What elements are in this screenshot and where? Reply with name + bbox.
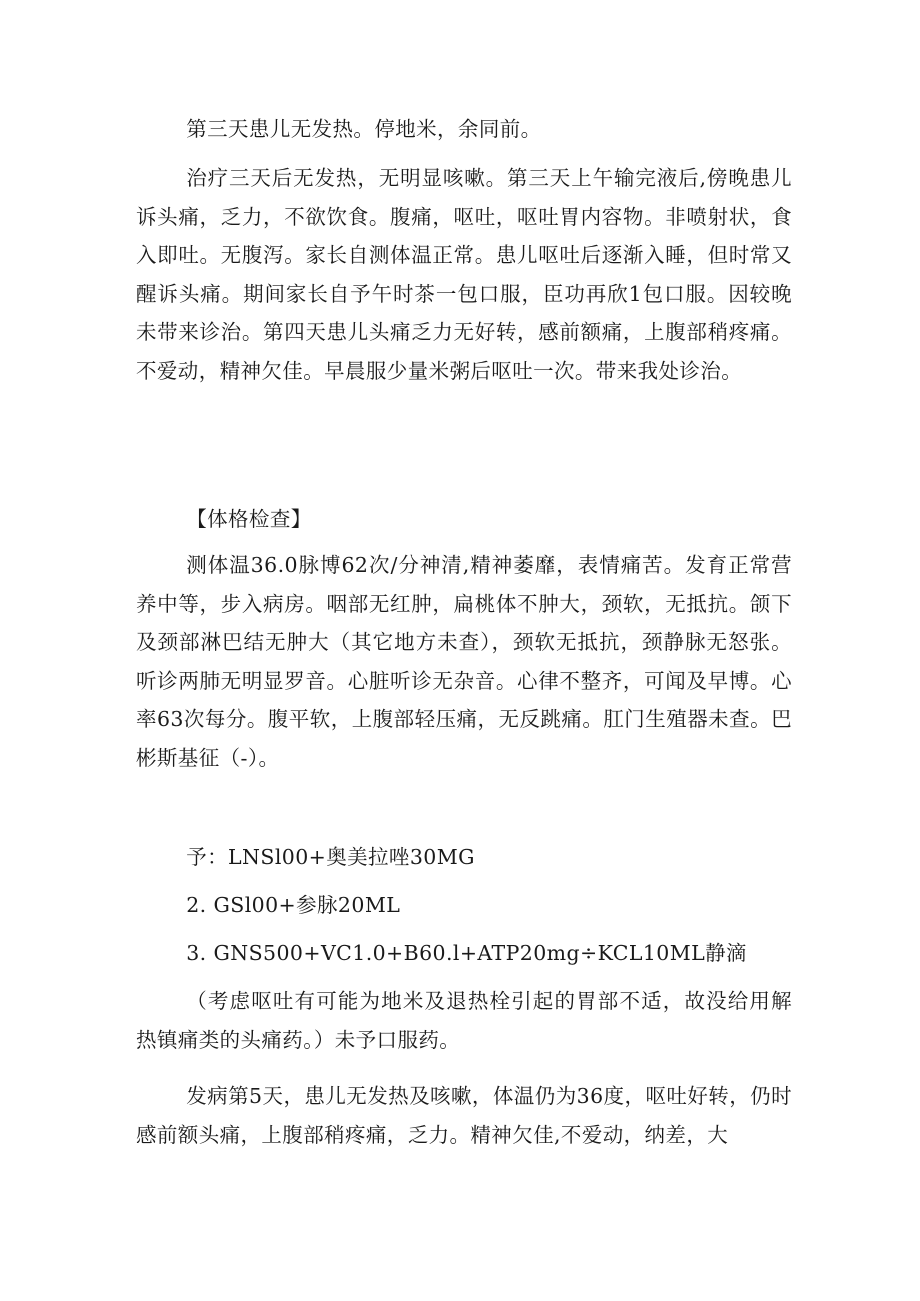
- paragraph-day3-no-fever: 第三天患儿无发热。停地米，余同前。: [186, 117, 542, 141]
- section-heading-physical-exam: 【体格检查】: [186, 507, 312, 531]
- paragraph-treatment-course: 治疗三天后无发热，无明显咳嗽。第三天上午输完液后,傍晚患儿诉头痛，乏力，不欲饮食。腹痛，呕吐，呕吐胃内容物。非喷射状，食入即吐。无腹泻。家长自测体温正常。患儿呕吐后逐渐入睡，但时常又醒诉头痛。期间家长自予午时茶一包口服，臣功再欣1包口服。因较晚未带来诊治。第四天患儿头痛乏力无好转，感前额痛，上腹部稍疼痛。不爱动，精神欠佳。早晨服少量米粥后呕吐一次。带来我处诊治。: [136, 166, 792, 383]
- prescription-line-3: 3. GNS500+VC1.0+B60.l+ATP20mg÷KCL10ML静滴: [186, 941, 747, 965]
- paragraph-physical-exam: 测体温36.0脉博62次/分神清,精神萎靡，表情痛苦。发育正常营养中等，步入病房。咽部无红肿，扁桃体不肿大，颈软，无抵抗。颌下及颈部淋巴结无肿大（其它地方未查），颈软无抵抗，颈静脉无怒张。听诊两肺无明显罗音。心脏听诊无杂音。心律不整齐，可闻及早博。心率63次每分。腹平软，上腹部轻压痛，无反跳痛。肛门生殖器未查。巴彬斯基征（-）。: [136, 553, 792, 770]
- paragraph-day5: 发病第5天，患儿无发热及咳嗽，体温仍为36度，呕吐好转，仍时感前额头痛，上腹部稍疼痛，乏力。精神欠佳,不爱动，纳差，大: [136, 1084, 792, 1147]
- paragraph-medication-note: （考虑呕吐有可能为地米及退热栓引起的胃部不适，故没给用解热镇痛类的头痛药。）未予口服药。: [136, 989, 792, 1052]
- prescription-line-2: 2. GSl00+参脉20ML: [186, 893, 401, 917]
- prescription-line-1: 予：LNSl00+奥美拉唑30MG: [186, 845, 475, 869]
